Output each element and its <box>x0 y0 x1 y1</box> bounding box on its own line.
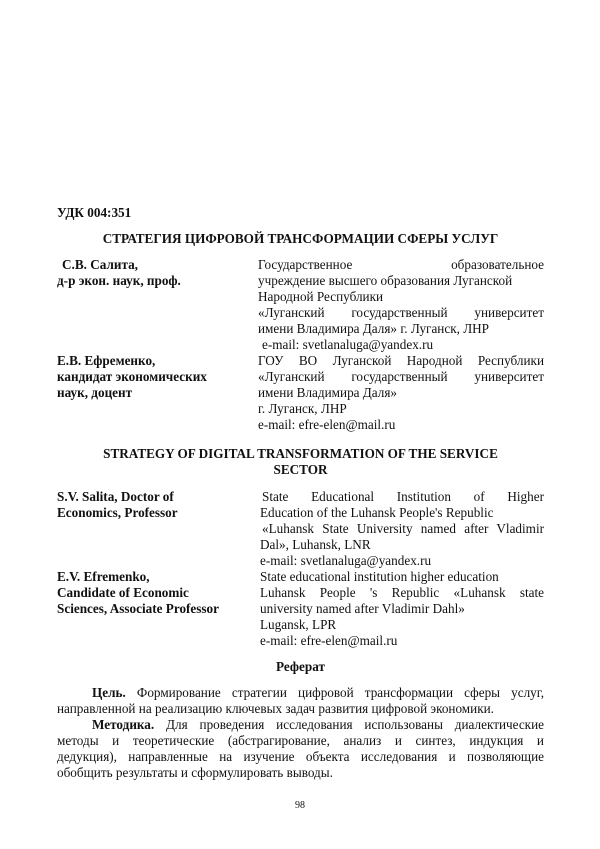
author-ru-1-affiliation-line: Народной Республики <box>258 289 384 304</box>
method-paragraph-line: дедукция), направленные на изучение объекта исследования и позволяющие <box>57 749 544 764</box>
page-number: 98 <box>295 800 305 811</box>
author-ru-2-degree: наук, доцент <box>57 385 133 400</box>
author-en-2-affiliation-line: State educational institution higher education <box>260 569 499 584</box>
author-en-1-affiliation-line: Education of the Luhansk People's Republic <box>260 505 494 520</box>
title-ru: СТРАТЕГИЯ ЦИФРОВОЙ ТРАНСФОРМАЦИИ СФЕРЫ УСЛУГ <box>102 231 499 246</box>
author-ru-1-email: e-mail: svetlanaluga@yandex.ru <box>262 337 434 352</box>
author-ru-2-affiliation-line: г. Луганск, ЛНР <box>258 401 347 416</box>
author-en-1-affiliation-line: «Luhansk State University named after Vladimir <box>262 521 544 536</box>
udk-code: УДК 004:351 <box>57 205 132 220</box>
author-ru-1-affiliation-line: Государственное образовательное <box>258 257 544 272</box>
author-ru-1-affiliation-line: имени Владимира Даля» г. Луганск, ЛНР <box>258 321 490 336</box>
author-ru-2-email: e-mail: efre-elen@mail.ru <box>258 417 396 432</box>
method-paragraph-line <box>57 717 544 733</box>
author-en-1-name: Economics, Professor <box>57 505 178 520</box>
goal-paragraph-line: направленной на реализацию ключевых задач развития цифровой экономики. <box>57 701 494 716</box>
author-en-1-affiliation-line: Dal», Luhansk, LNR <box>260 537 371 552</box>
author-ru-1-affiliation-line: учреждение высшего образования Луганской <box>258 273 513 288</box>
author-en-1-name: S.V. Salita, Doctor of <box>57 489 174 504</box>
method-paragraph-line: обобщить результаты и сформулировать выводы. <box>57 765 333 780</box>
author-en-1-affiliation-line: State Educational Institution of Higher <box>262 489 544 504</box>
title-en-line: SECTOR <box>273 462 328 477</box>
author-ru-1-degree: д-р экон. наук, проф. <box>57 273 181 288</box>
author-en-2-affiliation-line: Luhansk People 's Republic «Luhansk state <box>260 585 544 600</box>
author-en-2-name: Candidate of Economic <box>57 585 189 600</box>
author-ru-2-name: Е.В. Ефременко, <box>57 353 156 368</box>
author-ru-2-affiliation-line: ГОУ ВО Луганской Народной Республики <box>258 353 544 368</box>
author-en-2-name: Sciences, Associate Professor <box>57 601 219 616</box>
author-ru-1-name: С.В. Салита, <box>62 257 138 272</box>
goal-text: Формирование стратегии цифровой трансформации сферы услуг, <box>136 685 544 700</box>
author-en-2-email: e-mail: efre-elen@mail.ru <box>260 633 398 648</box>
method-label: Методика. <box>92 717 155 732</box>
method-text: Для проведения исследования использованы диалектические <box>166 717 544 732</box>
goal-paragraph-line <box>57 685 544 701</box>
author-ru-2-affiliation-line: имени Владимира Даля» <box>258 385 398 400</box>
author-ru-1-affiliation-line: «Луганский государственный университет <box>258 305 544 320</box>
author-ru-2-degree: кандидат экономических <box>57 369 207 384</box>
author-en-2-name: E.V. Efremenko, <box>57 569 150 584</box>
goal-label: Цель. <box>92 685 126 700</box>
author-ru-2-affiliation-line: «Луганский государственный университет <box>258 369 544 384</box>
title-en-line: STRATEGY OF DIGITAL TRANSFORMATION OF THE SERVICE <box>103 446 498 461</box>
method-paragraph-line: методы и теоретические (абстрагирование, анализ и синтез, индукция и <box>57 733 544 748</box>
author-en-1-email: e-mail: svetlanaluga@yandex.ru <box>260 553 432 568</box>
abstract-heading: Реферат <box>276 659 325 674</box>
author-en-2-affiliation-line: university named after Vladimir Dahl» <box>260 601 465 616</box>
author-en-2-affiliation-line: Lugansk, LPR <box>260 617 337 632</box>
